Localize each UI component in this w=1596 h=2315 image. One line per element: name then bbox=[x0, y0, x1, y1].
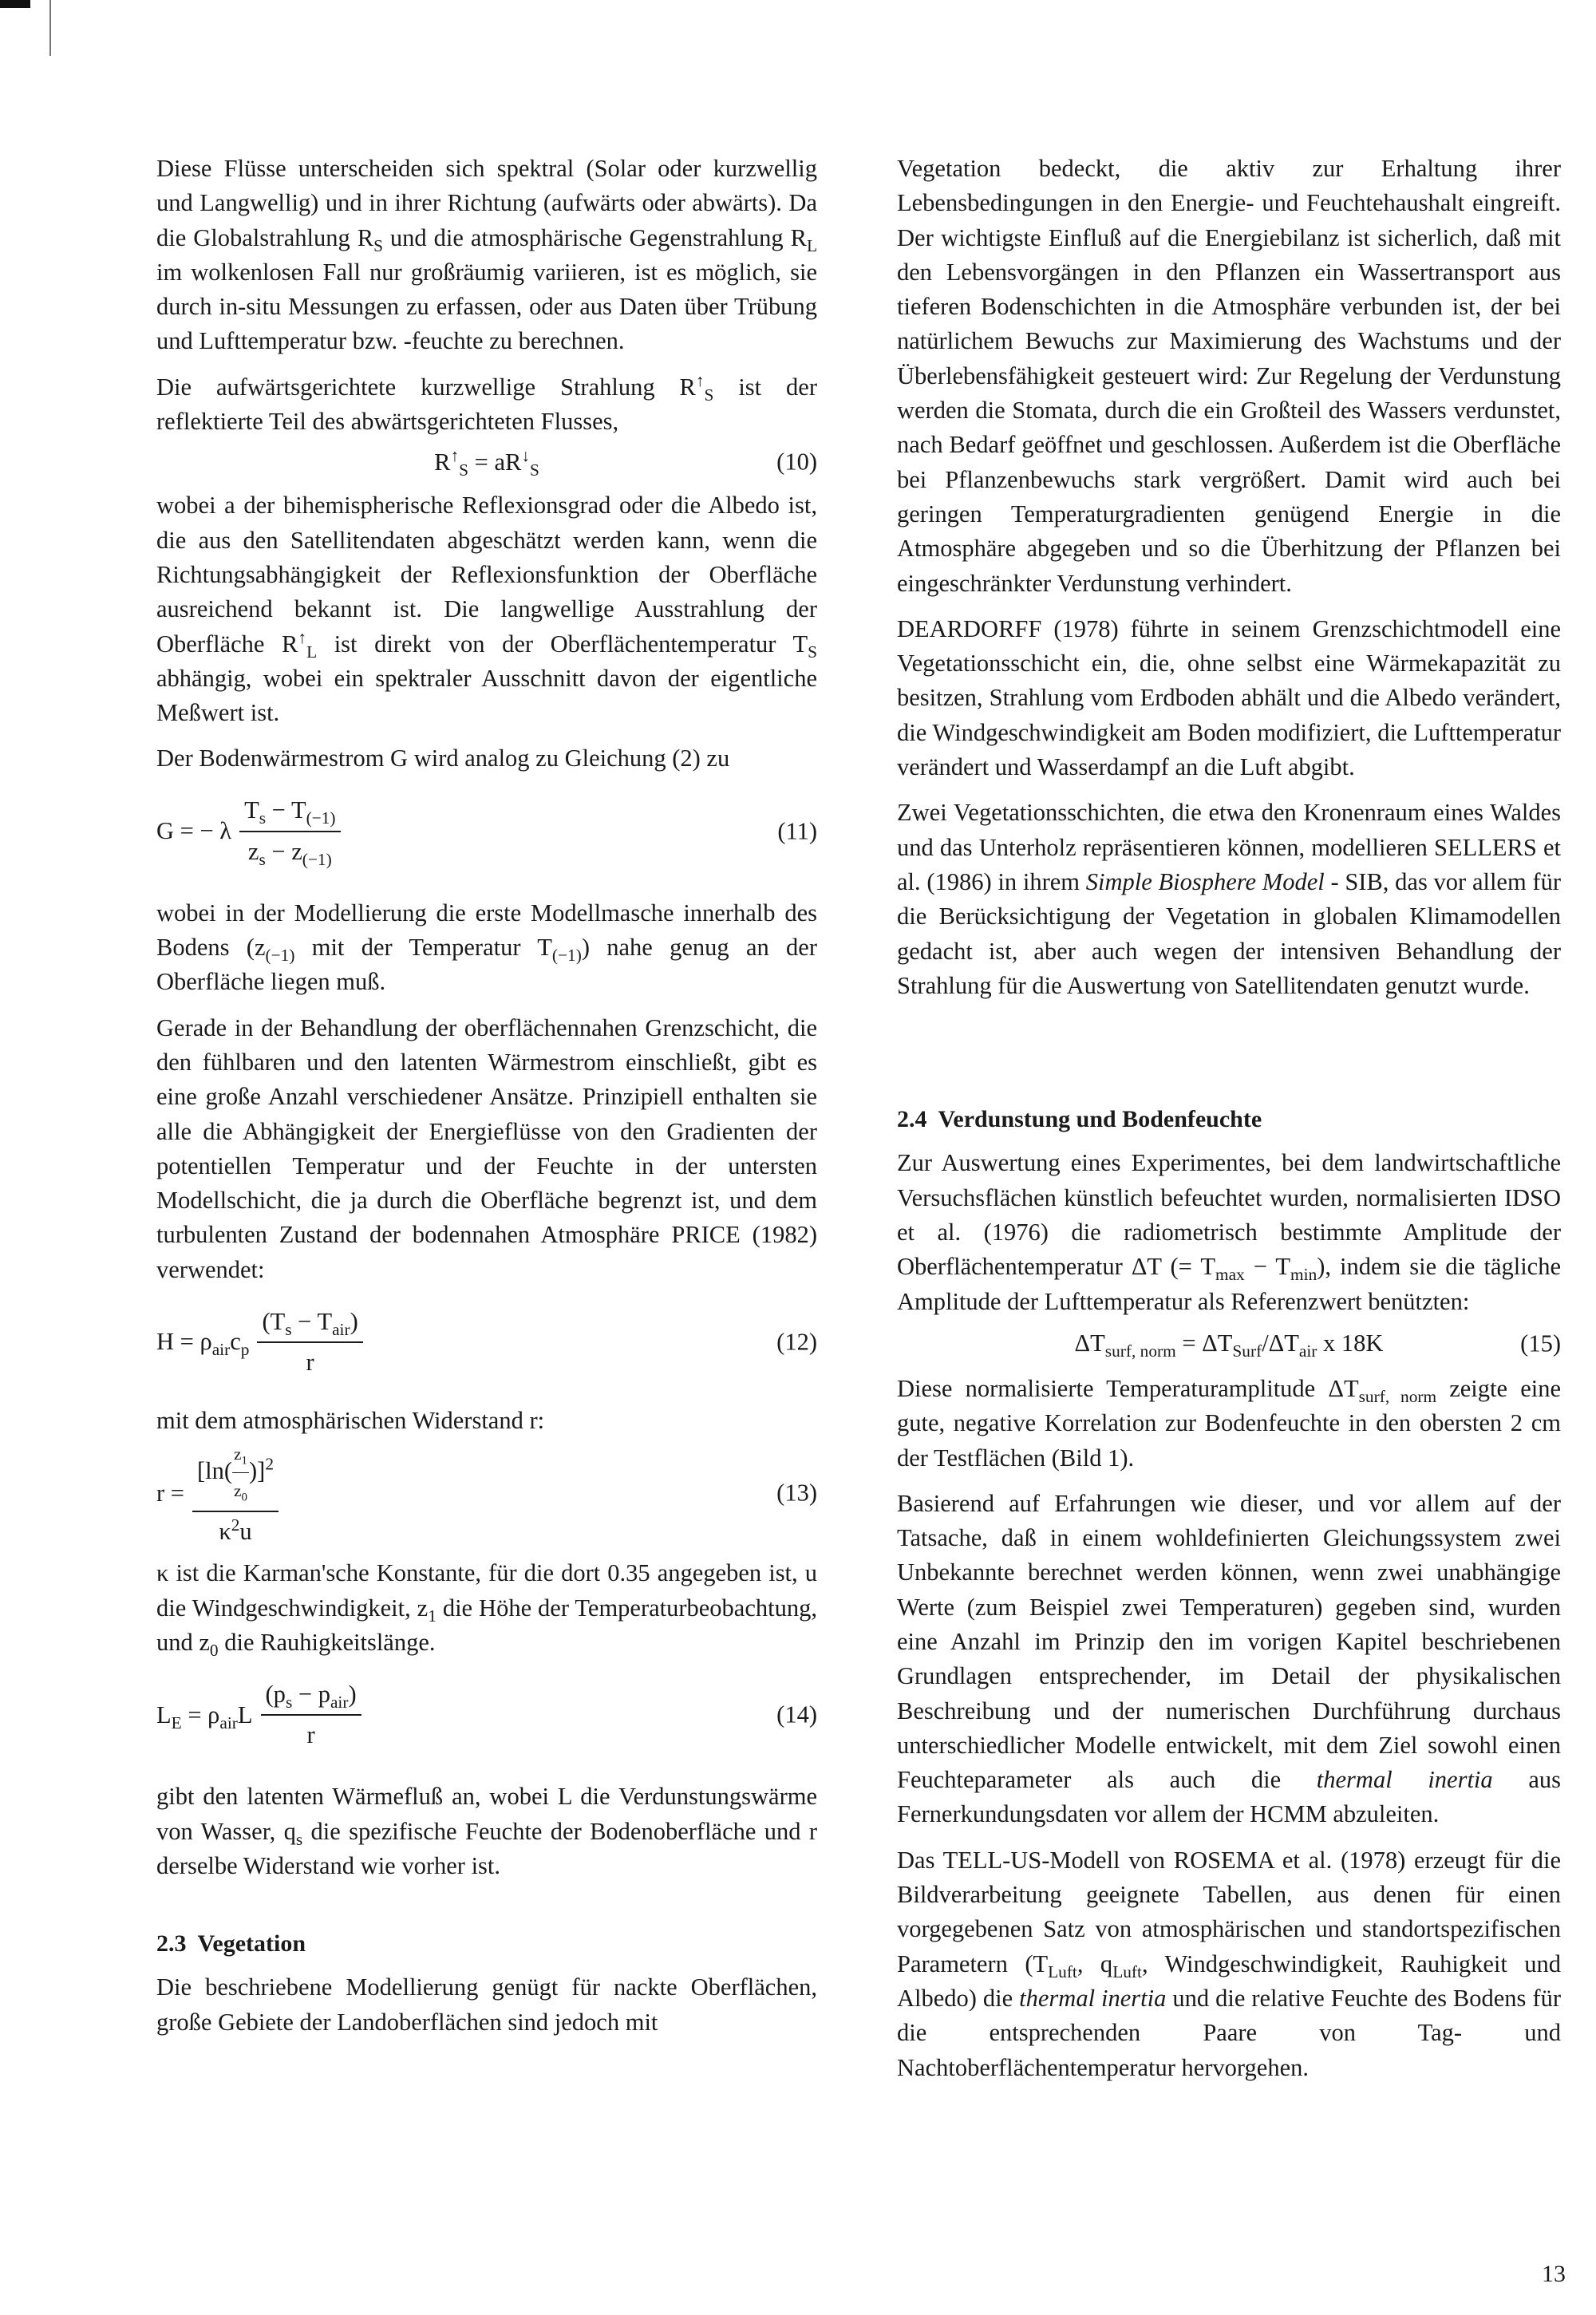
equation-14: $L_E = \rho_{air}L$ $\frac{(p_s - p_{air})}{r}$ (14) bbox=[156, 1671, 817, 1759]
paragraph: wobei a der bihemispherische Reflexionsgrad oder die Albedo ist, die aus den Satellitendaten abgeschätzt werden kann, wenn die Richtungsabhängigkeit der Reflexionsfunktion der Oberfläche ausreichend bekannt ist. Die langwellige Ausstrahlung der Oberfläche $R^↑_L$ ist direkt von der Oberflächentemperatur $T_S$ abhängig, wobei ein spektraler Ausschnitt davon der eigentliche Meßwert ist. bbox=[156, 492, 817, 727]
section-heading-2-3: 2.3 Vegetation bbox=[156, 1930, 306, 1957]
crop-mark bbox=[0, 0, 30, 8]
fraction: $\frac{T_s - T_{(-1)}}{z_s - z_{(-1)}}$ bbox=[239, 793, 340, 869]
paragraph: Diese Flüsse unterscheiden sich spektral (Solar oder kurzwellig und Langwellig) und in ihrer Richtung (aufwärts oder abwärts). Da die Globalstrahlung $R_S$ und die atmosphärische Gegenstrahlung $R_L$ im wolkenlosen Fall nur großräumig variieren, ist es möglich, sie durch in-situ Messungen zu erfassen, oder aus Daten über Trübung und Lufttemperatur bzw. -feuchte zu berechnen. bbox=[156, 155, 817, 355]
equation-number: (15) bbox=[1520, 1329, 1561, 1357]
equation-13: r = [ln( $\frac{z_1}{z_0}$ )]$^2$ $\kappa^2u$ (13) bbox=[156, 1449, 817, 1537]
equation-number: (10) bbox=[776, 448, 817, 476]
equation-number: (12) bbox=[776, 1328, 817, 1356]
equation-number: (11) bbox=[777, 817, 817, 845]
right-column bbox=[897, 152, 1561, 2096]
equation-12: $H = \rho_{air}c_p$ $\frac{(T_s - T_{air})}{r}$ (12) bbox=[156, 1298, 817, 1386]
equation-number: (14) bbox=[776, 1701, 817, 1728]
paragraph: Die beschriebene Modellierung genügt für nackte Oberflächen, große Gebiete der Landoberflächen sind jedoch mit bbox=[156, 1973, 817, 2036]
paragraph: Gerade in der Behandlung der oberflächennahen Grenzschicht, die den fühlbaren und den latenten Wärmestrom einschließt, gibt es eine große Anzahl verschiedener Ansätze. Prinzipiell enthalten sie alle die Abhängigkeit der Energieflüsse von den Gradienten der potentiellen Temperatur und der Feuchte in der untersten Modellschicht, die ja durch die Oberfläche begrenzt ist, und dem turbulenten Zustand der bodennahen Atmosphäre PRICE (1982) verwendet: bbox=[156, 1013, 817, 1283]
paragraph: κ ist die Karman'sche Konstante, für die dort 0.35 angegeben ist, u die Windgeschwindigkeit, $z_1$ die Höhe der Temperaturbeobachtung, und $z_0$ die Rauhigkeitslänge. bbox=[156, 1559, 817, 1660]
paragraph: wobei in der Modellierung die erste Modellmasche innerhalb des Bodens ($z_{(-1)}$ mit der Temperatur $T_{(-1)}$) nahe genug an der Oberfläche liegen muß. bbox=[156, 899, 817, 996]
equation-11: G = − λ $\frac{T_s - T_{(-1)}}{z_s - z_{(-1)}}$ (11) bbox=[156, 788, 817, 875]
paragraph: Diese normalisierte Temperaturamplitude $\Delta T_{surf, norm}$ zeigte eine gute, negative Korrelation zur Bodenfeuchte in den obersten 2 cm der Testflächen (Bild 1). bbox=[897, 1374, 1561, 1472]
paragraph: Die aufwärtsgerichtete kurzwellige Strahlung $R^↑_S$ ist der reflektierte Teil des abwärtsgerichteten Flusses, bbox=[156, 370, 818, 436]
paragraph: Basierend auf Erfahrungen wie dieser, und vor allem auf der Tatsache, daß in einem wohldefinierten Gleichungssystem zwei Unbekannte berechnet werden können, wenn zwei unabhängige Werte (zum Beispiel zwei Temperaturen) gegeben sind, wurden eine Anzahl im Prinzip den im vorigen Kapitel beschriebenen Grundlagen entsprechender, im Detail der physikalischen Beschreibung und der numerischen Durchführung durchaus unterschiedlicher Modelle entwickelt, mit dem Ziel sowohl einen Feuchteparameter als auch die thermal inertia aus Fernerkundungsdaten vor allem der HCMM abzuleiten. bbox=[897, 1489, 1561, 1828]
left-column bbox=[156, 152, 817, 2051]
paragraph: mit dem atmosphärischen Widerstand r: bbox=[156, 1407, 545, 1435]
paragraph: gibt den latenten Wärmefluß an, wobei L die Verdunstungswärme von Wasser, $q_s$ die spezifische Feuchte der Bodenoberfläche und r derselbe Widerstand wie vorher ist. bbox=[156, 1783, 817, 1879]
fraction: [ln( $\frac{z_1}{z_0}$ )]$^2$ $\kappa^2u$ bbox=[192, 1437, 279, 1550]
equation-number: (13) bbox=[776, 1479, 817, 1507]
paragraph: Zwei Vegetationsschichten, die etwa den Kronenraum eines Waldes und das Unterholz repräsentieren können, modellieren SELLERS et al. (1986) in ihrem Simple Biosphere Model - SIB, das vor allem für die Berücksichtigung der Vegetation in globalen Klimamodellen gedacht ist, aber auch wegen der intensiven Behandlung der Strahlung für die Auswertung von Satellitendaten genutzt wurde. bbox=[897, 799, 1561, 999]
fraction: $\frac{(p_s - p_{air})}{r}$ bbox=[261, 1677, 361, 1753]
paragraph: DEARDORFF (1978) führte in seinem Grenzschichtmodell eine Vegetationsschicht ein, die, ohne selbst eine Wärmekapazität zu besitzen, Strahlung vom Erdboden abhält und die Albedo verändert, die Windgeschwindigkeit am Boden modifiziert, die Lufttemperatur verändert und Wasserdampf an die Luft abgibt. bbox=[897, 614, 1561, 781]
paragraph: Das TELL-US-Modell von ROSEMA et al. (1978) erzeugt für die Bildverarbeitung geeignete Tabellen, aus denen für einen vorgegebenen Satz von atmosphärischen und standortspezifischen Parametern ($T_{Luft}$, $q_{Luft}$, Windgeschwindigkeit, Rauhigkeit und Albedo) die thermal inertia und die relative Feuchte des Bodens für die entsprechenden Paare von Tag- und Nachtoberflächentemperatur hervorgehen. bbox=[897, 1846, 1562, 2081]
crop-line bbox=[49, 0, 51, 56]
section-heading-2-4: 2.4 Verdunstung und Bodenfeuchte bbox=[897, 1106, 1262, 1133]
page-number: 13 bbox=[1542, 2261, 1566, 2287]
equation-15: $\Delta T_{surf, norm} = \Delta T_{Surf}/\Delta T_{air}$ x 18K (15) bbox=[897, 1324, 1561, 1364]
paragraph: Zur Auswertung eines Experimentes, bei dem landwirtschaftliche Versuchsflächen künstlich befeuchtet wurden, normalisierten IDSO et al. (1976) die radiometrisch bestimmte Amplitude der Oberflächentemperatur ΔT (= $T_{max} - T_{min}$), indem sie die tägliche Amplitude der Lufttemperatur als Referenzwert benützten: bbox=[897, 1149, 1561, 1315]
equation-10: $R^↑_S = aR^↓_S$ (10) bbox=[434, 445, 817, 480]
fraction: $\frac{(T_s - T_{air})}{r}$ bbox=[257, 1305, 362, 1381]
paragraph: Vegetation bedeckt, die aktiv zur Erhaltung ihrer Lebensbedingungen in den Energie- und Feuchtehaushalt eingreift. Der wichtigste Einfluß auf die Energiebilanz ist sicherlich, daß mit den Lebensvorgängen in den Pflanzen ein Wassertransport aus tieferen Bodenschichten in die Atmosphäre verbunden ist, der bei natürlichem Bewuchs zur Maximierung des Wachstums und der Überlebensfähigkeit gesteuert wird: Zur Regelung der Verdunstung werden die Stomata, durch die ein Großteil des Wassers verdunstet, nach Bedarf geöffnet und geschlossen. Außerdem ist die Oberfläche bei Pflanzenbewuchs stark vergrößert. Damit wird auch bei geringen Temperaturgradienten genügend Energie in die Atmosphäre abgegeben und so die Überhitzung der Pflanzen bei eingeschränkter Verdunstung verhindert. bbox=[897, 155, 1561, 597]
paragraph: Der Bodenwärmestrom G wird analog zu Gleichung (2) zu bbox=[156, 745, 730, 772]
